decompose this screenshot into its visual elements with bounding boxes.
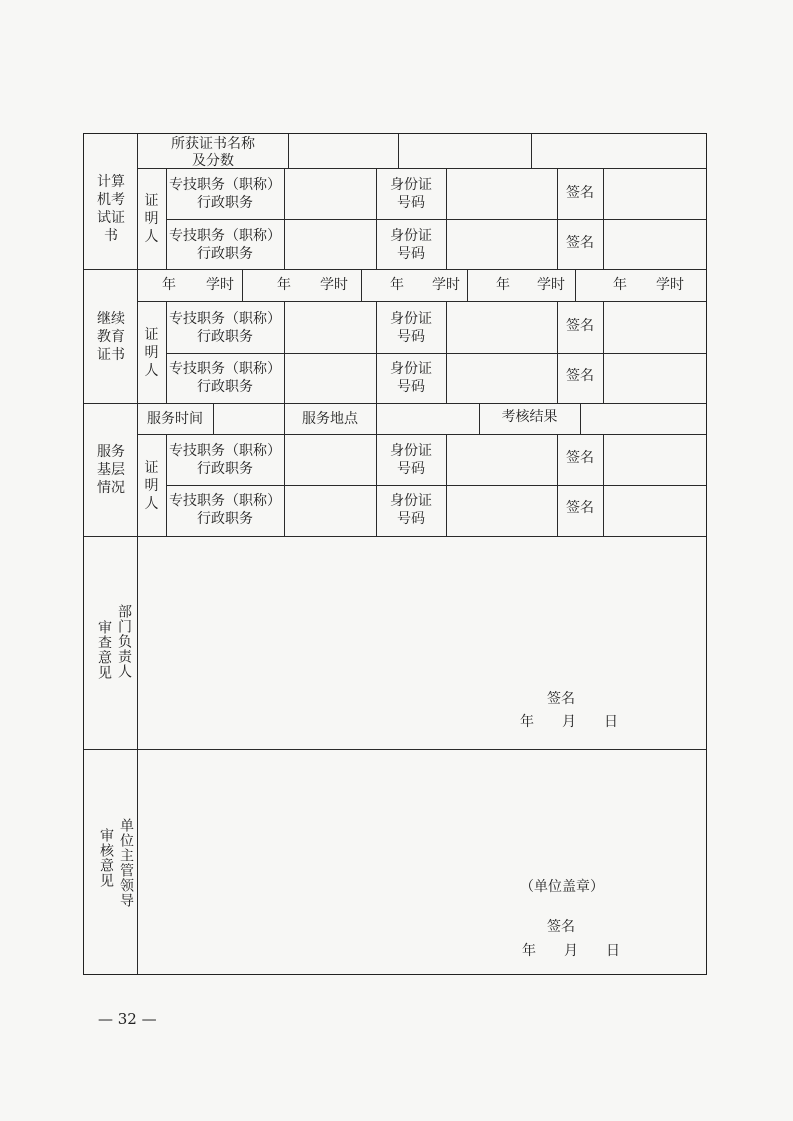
- signature-label: 签名: [566, 368, 594, 384]
- cell-line: [603, 301, 604, 403]
- id-number-label-line1: 身份证: [390, 443, 432, 459]
- id-number-label-line2: 号码: [397, 246, 425, 262]
- id-number-label-line1: 身份证: [390, 311, 432, 327]
- hours-unit: 学时: [206, 277, 234, 293]
- witness-title-label-line2: 行政职务: [197, 195, 253, 211]
- dept-head-label: 部门负责人: [116, 604, 132, 679]
- review-opinion-label: 审查意见: [96, 620, 112, 680]
- signature-label: 签名: [566, 500, 594, 516]
- hours-unit: 学时: [432, 277, 460, 293]
- unit-review-signature-label: 签名: [547, 919, 575, 935]
- cell-line: [284, 168, 285, 269]
- signature-label: 签名: [566, 185, 594, 201]
- hours-year: 年: [613, 277, 627, 293]
- row-line: [137, 434, 706, 435]
- cert-name-value-cell[interactable]: [289, 135, 397, 167]
- witness-title-label-line1: 专技职务（职称）: [169, 228, 281, 244]
- unit-leader-label: 单位主管领导: [118, 818, 134, 908]
- cell-line: [467, 269, 468, 301]
- witness-title-label-line2: 行政职务: [197, 246, 253, 262]
- dept-review-opinion-area[interactable]: [139, 538, 705, 747]
- service-place-label: 服务地点: [302, 411, 358, 427]
- witness-title-label-line2: 行政职务: [197, 329, 253, 345]
- cell-line: [242, 269, 243, 301]
- section-divider: [84, 749, 706, 750]
- hours-year: 年: [496, 277, 510, 293]
- witness-title-label-line1: 专技职务（职称）: [169, 177, 281, 193]
- cell-line: [284, 434, 285, 536]
- cert-extra-cell[interactable]: [532, 135, 705, 167]
- grassroots-section-label: 服务 基层 情况: [97, 444, 125, 496]
- signature-label: 签名: [566, 235, 594, 251]
- service-place-field[interactable]: [377, 404, 478, 433]
- cert-name-label-line1: 所获证书名称: [171, 136, 255, 152]
- witness-title-label-line1: 专技职务（职称）: [169, 361, 281, 377]
- id-number-label-line2: 号码: [397, 195, 425, 211]
- unit-review-date: 年 月 日: [522, 943, 620, 959]
- cell-line: [446, 434, 447, 536]
- assessment-label: 考核结果: [501, 409, 558, 425]
- witness-label: 证 明 人: [144, 327, 159, 379]
- continuing-edu-section-label: 继续 教育 证书: [97, 311, 125, 363]
- hours-unit: 学时: [537, 277, 565, 293]
- hours-unit: 学时: [656, 277, 684, 293]
- id-number-label-line2: 号码: [397, 511, 425, 527]
- witness-title-label-line1: 专技职务（职称）: [169, 311, 281, 327]
- row-line: [166, 353, 706, 354]
- witness-title-label-line2: 行政职务: [197, 379, 253, 395]
- audit-opinion-label: 审核意见: [98, 828, 114, 888]
- cell-line: [575, 269, 576, 301]
- cell-line: [603, 168, 604, 269]
- cell-line: [446, 301, 447, 403]
- row-line: [137, 301, 706, 302]
- hours-unit: 学时: [320, 277, 348, 293]
- hours-year: 年: [277, 277, 291, 293]
- witness-title-label-line2: 行政职务: [197, 461, 253, 477]
- unit-stamp-label: （单位盖章）: [520, 879, 604, 895]
- unit-review-opinion-area[interactable]: [139, 751, 705, 973]
- hours-year: 年: [390, 277, 404, 293]
- id-number-label-line1: 身份证: [390, 361, 432, 377]
- service-time-field[interactable]: [214, 404, 283, 433]
- cell-line: [361, 269, 362, 301]
- signature-label: 签名: [566, 318, 594, 334]
- row-line: [166, 219, 706, 220]
- section-divider: [84, 536, 706, 537]
- witness-title-label-line1: 专技职务（职称）: [169, 493, 281, 509]
- witness-title-label-line1: 专技职务（职称）: [169, 443, 281, 459]
- cert-score-cell[interactable]: [399, 135, 530, 167]
- dept-review-signature-label: 签名: [547, 691, 575, 707]
- signature-label: 签名: [566, 450, 594, 466]
- assessment-field[interactable]: [581, 404, 705, 433]
- dept-review-date: 年 月 日: [520, 714, 618, 730]
- witness-title-label-line2: 行政职务: [197, 511, 253, 527]
- cell-line: [446, 168, 447, 269]
- service-time-label: 服务时间: [147, 411, 203, 427]
- label-column-line: [137, 134, 138, 974]
- cell-line: [603, 434, 604, 536]
- cell-line: [284, 301, 285, 403]
- section-divider: [84, 269, 706, 270]
- cert-name-label-line2: 及分数: [192, 153, 234, 169]
- id-number-label-line1: 身份证: [390, 177, 432, 193]
- row-line: [166, 485, 706, 486]
- computer-cert-section-label: 计算 机考 试证 书: [97, 174, 125, 244]
- page-number: — 32 —: [98, 1010, 157, 1028]
- id-number-label-line2: 号码: [397, 329, 425, 345]
- id-number-label-line1: 身份证: [390, 493, 432, 509]
- hours-year: 年: [162, 277, 176, 293]
- id-number-label-line1: 身份证: [390, 228, 432, 244]
- id-number-label-line2: 号码: [397, 461, 425, 477]
- witness-label: 证 明 人: [144, 193, 159, 245]
- id-number-label-line2: 号码: [397, 379, 425, 395]
- witness-label: 证 明 人: [144, 460, 159, 512]
